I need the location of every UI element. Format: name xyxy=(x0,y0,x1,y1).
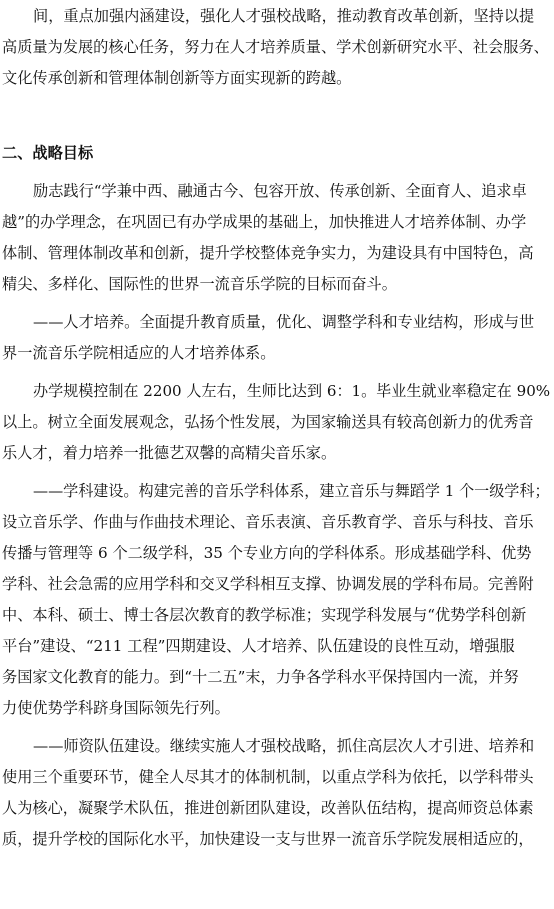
intro-line-1: 间，重点加强内涵建设，强化人才强校战略，推动教育改革创新，坚持以提 xyxy=(33,7,535,25)
faculty-line-1: ——师资队伍建设。继续实施人才强校战略，抓住高层次人才引进、培养和 xyxy=(33,737,535,755)
talent-line-2: 界一流音乐学院相适应的人才培养体系。 xyxy=(2,344,276,362)
section-heading: 二、战略目标 xyxy=(2,144,94,162)
discipline-line-3: 传播与管理等 6 个二级学科，35 个专业方向的学科体系。形成基础学科、优势 xyxy=(2,544,532,562)
scale-line-1: 办学规模控制在 2200 人左右，生师比达到 6：1。毕业生就业率稳定在 90% xyxy=(33,382,551,400)
discipline-line-6: 平台”建设、“211 工程”四期建设、人才培养、队伍建设的良性互动，增强服 xyxy=(2,637,515,655)
goal-line-1: 励志践行“学兼中西、融通古今、包容开放、传承创新、全面育人、追求卓 xyxy=(33,182,527,200)
faculty-line-3: 人为核心，凝聚学术队伍，推进创新团队建设，改善队伍结构，提高师资总体素 xyxy=(2,799,534,817)
discipline-line-7: 务国家文化教育的能力。到“十二五”末，力争各学科水平保持国内一流，并努 xyxy=(2,668,519,686)
scale-line-2: 以上。树立全面发展观念，弘扬个性发展，为国家输送具有较高创新力的优秀音 xyxy=(2,413,534,431)
discipline-line-1: ——学科建设。构建完善的音乐学科体系，建立音乐与舞蹈学 1 个一级学科； xyxy=(33,482,550,500)
discipline-line-4: 学科、社会急需的应用学科和交叉学科相互支撑、协调发展的学科布局。完善附 xyxy=(2,575,534,593)
intro-line-2: 高质量为发展的核心任务，努力在人才培养质量、学术创新研究水平、社会服务、 xyxy=(2,38,549,56)
intro-line-3: 文化传承创新和管理体制创新等方面实现新的跨越。 xyxy=(2,69,352,87)
goal-line-3: 体制、管理体制改革和创新，提升学校整体竞争实力，为建设具有中国特色，高 xyxy=(2,244,534,262)
discipline-line-2: 设立音乐学、作曲与作曲技术理论、音乐表演、音乐教育学、音乐与科技、音乐 xyxy=(2,513,534,531)
goal-line-4: 精尖、多样化、国际性的世界一流音乐学院的目标而奋斗。 xyxy=(2,275,397,293)
faculty-line-4: 质，提升学校的国际化水平，加快建设一支与世界一流音乐学院发展相适应的， xyxy=(2,830,534,848)
talent-line-1: ——人才培养。全面提升教育质量，优化、调整学科和专业结构，形成与世 xyxy=(33,313,535,331)
scale-line-3: 乐人才，着力培养一批德艺双馨的高精尖音乐家。 xyxy=(2,444,337,462)
discipline-line-5: 中、本科、硕士、博士各层次教育的教学标准；实现学科发展与“优势学科创新 xyxy=(2,606,527,624)
goal-line-2: 越”的办学理念，在巩固已有办学成果的基础上，加快推进人才培养体制、办学 xyxy=(2,213,527,231)
faculty-line-2: 使用三个重要环节，健全人尽其才的体制机制，以重点学科为依托，以学科带头 xyxy=(2,768,534,786)
discipline-line-8: 力使优势学科跻身国际领先行列。 xyxy=(2,699,230,717)
